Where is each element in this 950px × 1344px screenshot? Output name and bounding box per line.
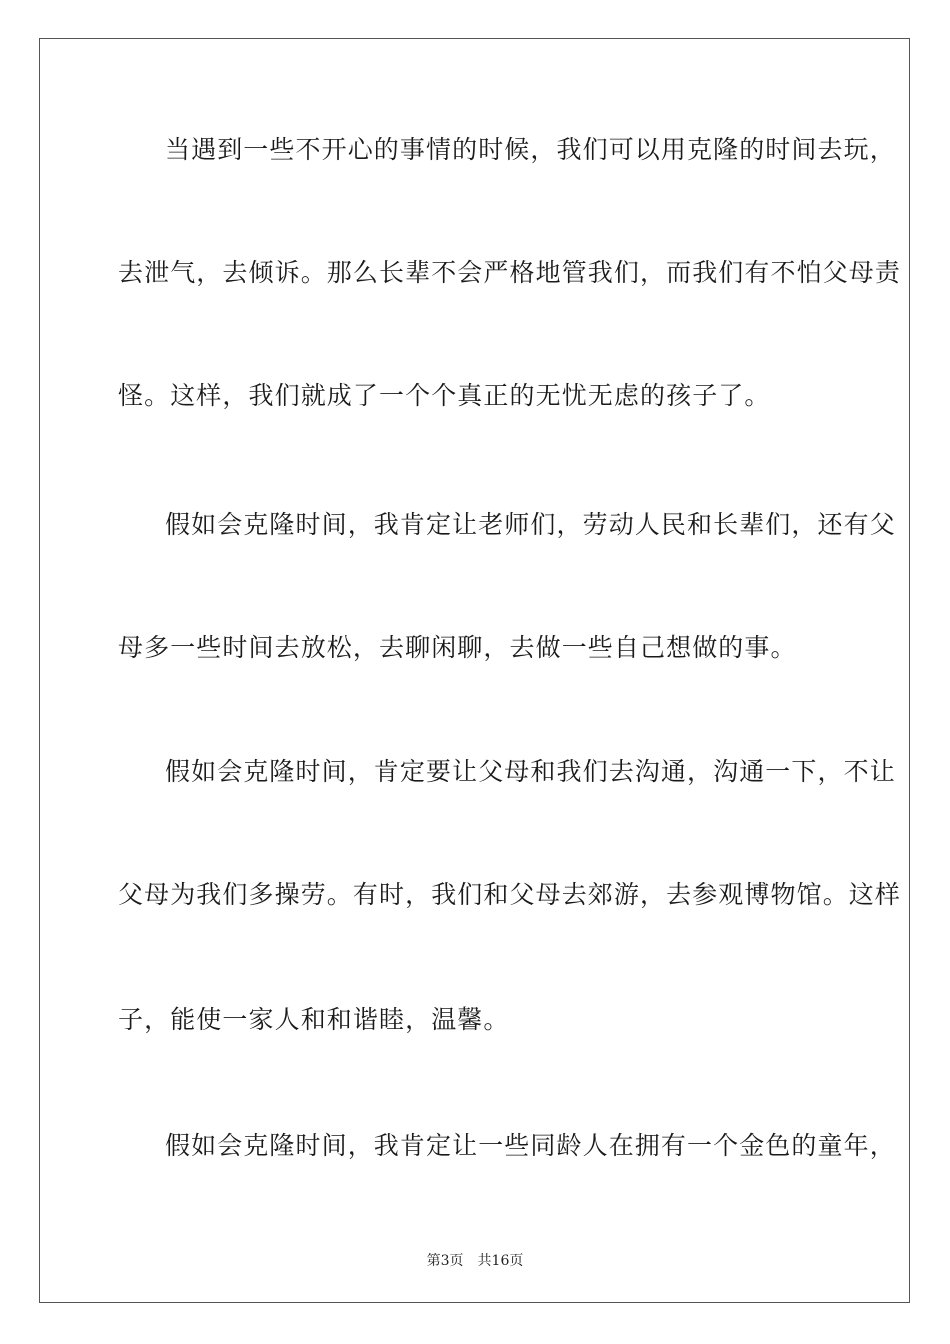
paragraph-2-line-2: 母多一些时间去放松，去聊闲聊，去做一些自己想做的事。 — [118, 633, 797, 662]
paragraph-3-line-1: 假如会克隆时间，肯定要让父母和我们去沟通，沟通一下，不让 — [165, 757, 896, 786]
paragraph-1-line-2: 去泄气，去倾诉。那么长辈不会严格地管我们，而我们有不怕父母责 — [118, 258, 902, 287]
paragraph-1-line-3: 怪。这样，我们就成了一个个真正的无忧无虑的孩子了。 — [118, 381, 771, 410]
page-frame — [39, 38, 910, 1303]
paragraph-3-line-2: 父母为我们多操劳。有时，我们和父母去郊游，去参观博物馆。这样 — [118, 880, 902, 909]
paragraph-2-line-1: 假如会克隆时间，我肯定让老师们，劳动人民和长辈们，还有父 — [165, 510, 896, 539]
paragraph-4-line-1: 假如会克隆时间，我肯定让一些同龄人在拥有一个金色的童年， — [165, 1131, 896, 1160]
paragraph-1-line-1: 当遇到一些不开心的事情的时候，我们可以用克隆的时间去玩， — [165, 135, 896, 164]
page-number: 第3页 — [426, 1253, 464, 1269]
total-pages: 共16页 — [477, 1253, 524, 1269]
paragraph-3-line-3: 子，能使一家人和和谐睦，温馨。 — [118, 1005, 510, 1034]
page-footer — [0, 1250, 950, 1270]
